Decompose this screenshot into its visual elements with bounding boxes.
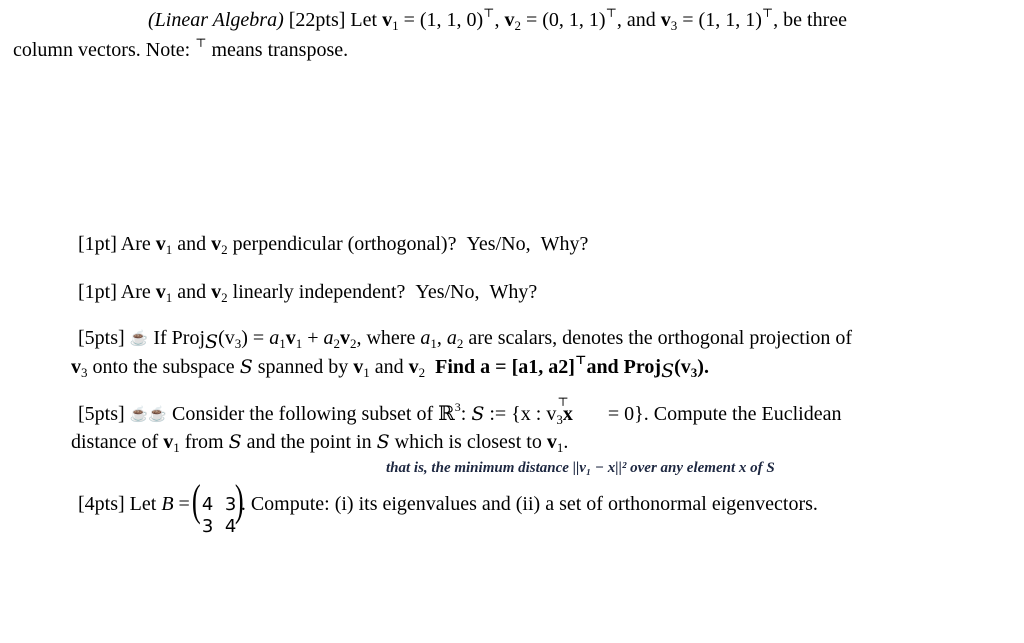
q2-why: Why? [489, 281, 538, 303]
q3-find: Find a = [a1, a2]⊤and $Proj_S(v_3)$. [435, 353, 709, 382]
problem-header-line1: (Linear Algebra) [22pts] Let $v_1 = (1$, 1, 0)⊤, $v_2 = (0$, 1, 1)⊤, and $v_3 = (1$, 1, 1)⊤, be three [148, 6, 848, 33]
q5-points: [4pts] [78, 493, 125, 515]
problem-header-line2: column vectors. Note: ⊤ means transpose. [13, 36, 349, 61]
matrix-b: ( 4 3 3 4 ) [195, 483, 241, 527]
question-2: [1pt] Are $v_1$ and $v_2$ linearly independent? Yes/No, Why? [78, 281, 538, 305]
matrix-cell: 4 [224, 516, 237, 538]
matrix-cell: 3 [201, 516, 214, 538]
question-3-line1: [5pts] ☕ If $Proj_S(v_3) = a_1v_1 + a_2v_2$, where $a_1$, $a_2$ are scalars, denotes the orthogonal projection of [78, 327, 853, 353]
q4-points: [5pts] [78, 403, 125, 425]
q2-points: [1pt] [78, 281, 117, 303]
q3-points: [5pts] [78, 327, 125, 349]
question-5: [4pts] Let B = ( 4 3 3 4 ) . Compute: (i) its eigenvalues and (ii) a set of orthonormal eigenvectors. [78, 482, 818, 527]
points-label: [22pts] [288, 9, 346, 31]
q4-annotation-note: that is, the minimum distance ||v₁ − x||² over any element x of S [386, 460, 775, 476]
q2-answer: Yes/No, [415, 281, 480, 303]
q1-why: Why? [540, 233, 589, 255]
subject-label: (Linear Algebra) [148, 9, 284, 31]
question-3-line2: $v_3$ onto the subspace S spanned by $v_1$ and $v_2$ Find a = [a1, a2]⊤and $Proj_S(v_3)$. [71, 353, 709, 382]
question-4-line1: [5pts] ☕☕ Consider the following subset of ℝ$^3$: S := {x : v ⊤ $_3$x = 0}. Compute the Euclidean [78, 395, 842, 427]
q1-points: [1pt] [78, 233, 117, 255]
question-4-line2: distance of $v_1$ from S and the point in S which is closest to $v_1$. [71, 431, 569, 455]
q1-answer: Yes/No, [466, 233, 531, 255]
matrix-cell: 3 [224, 494, 237, 516]
question-1: [1pt] Are $v_1$ and $v_2$ perpendicular (orthogonal)? Yes/No, Why? [78, 233, 589, 257]
coffee-cup-icon: ☕ [129, 331, 149, 347]
matrix-cell: 4 [201, 494, 214, 516]
two-coffee-cups-icon: ☕☕ [129, 407, 168, 423]
